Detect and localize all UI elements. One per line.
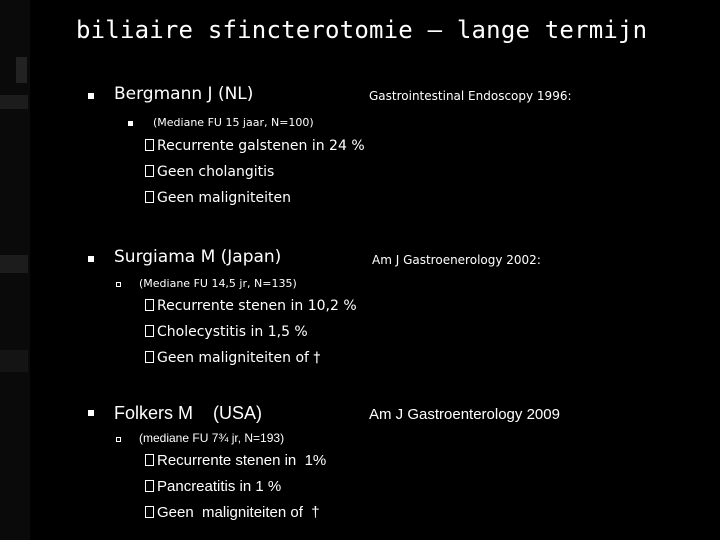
result-item [145,324,308,340]
study-author: Bergmann J (NL) [114,84,254,104]
checkbox-glyph-icon [145,299,154,311]
sub-bullet-icon [128,121,133,126]
result-item-text: Cholecystitis in 1,5 % [157,324,308,340]
study-source: Gastrointestinal Endoscopy 1996: [369,89,572,103]
bullet-icon [88,256,94,262]
result-item [145,478,281,495]
study-author: Surgiama M (Japan) [114,247,282,267]
result-item-text: Geen maligniteiten of † [157,504,320,521]
result-item-text: Recurrente galstenen in 24 % [157,138,365,154]
result-item-text: Pancreatitis in 1 % [157,478,282,495]
study-detail: (mediane FU 7¾ jr, N=193) [139,431,285,445]
bullet-icon [88,93,94,99]
result-item-text: Geen maligniteiten [157,190,292,206]
bullet-icon [88,410,94,416]
result-item-text: Recurrente stenen in 1% [157,452,327,469]
result-item [145,190,291,206]
side-decoration [0,255,28,273]
slide-title: biliaire sfincterotomie – lange termijn [76,16,648,44]
side-decoration [0,95,28,109]
result-item [145,350,320,366]
sub-bullet-icon [116,437,121,442]
checkbox-glyph-icon [145,165,154,177]
study-source: Am J Gastroenerology 2002: [372,253,541,267]
result-item-text: Recurrente stenen in 10,2 % [157,298,357,314]
result-item-text: Geen cholangitis [157,164,275,180]
sub-bullet-icon [116,282,121,287]
result-item [145,164,274,180]
checkbox-glyph-icon [145,454,154,466]
study-detail: (Mediane FU 14,5 jr, N=135) [139,277,297,290]
side-decoration [0,350,28,372]
checkbox-glyph-icon [145,480,154,492]
result-item [145,298,357,314]
result-item [145,452,326,469]
study-source: Am J Gastroenterology 2009 [369,406,560,423]
result-item-text: Geen maligniteiten of † [157,350,321,366]
result-item [145,138,365,154]
checkbox-glyph-icon [145,506,154,518]
result-item [145,504,320,521]
title-accent-bar [16,57,27,83]
checkbox-glyph-icon [145,325,154,337]
checkbox-glyph-icon [145,191,154,203]
study-detail: (Mediane FU 15 jaar, N=100) [153,116,314,129]
study-author: Folkers M (USA) [114,403,263,423]
checkbox-glyph-icon [145,351,154,363]
checkbox-glyph-icon [145,139,154,151]
